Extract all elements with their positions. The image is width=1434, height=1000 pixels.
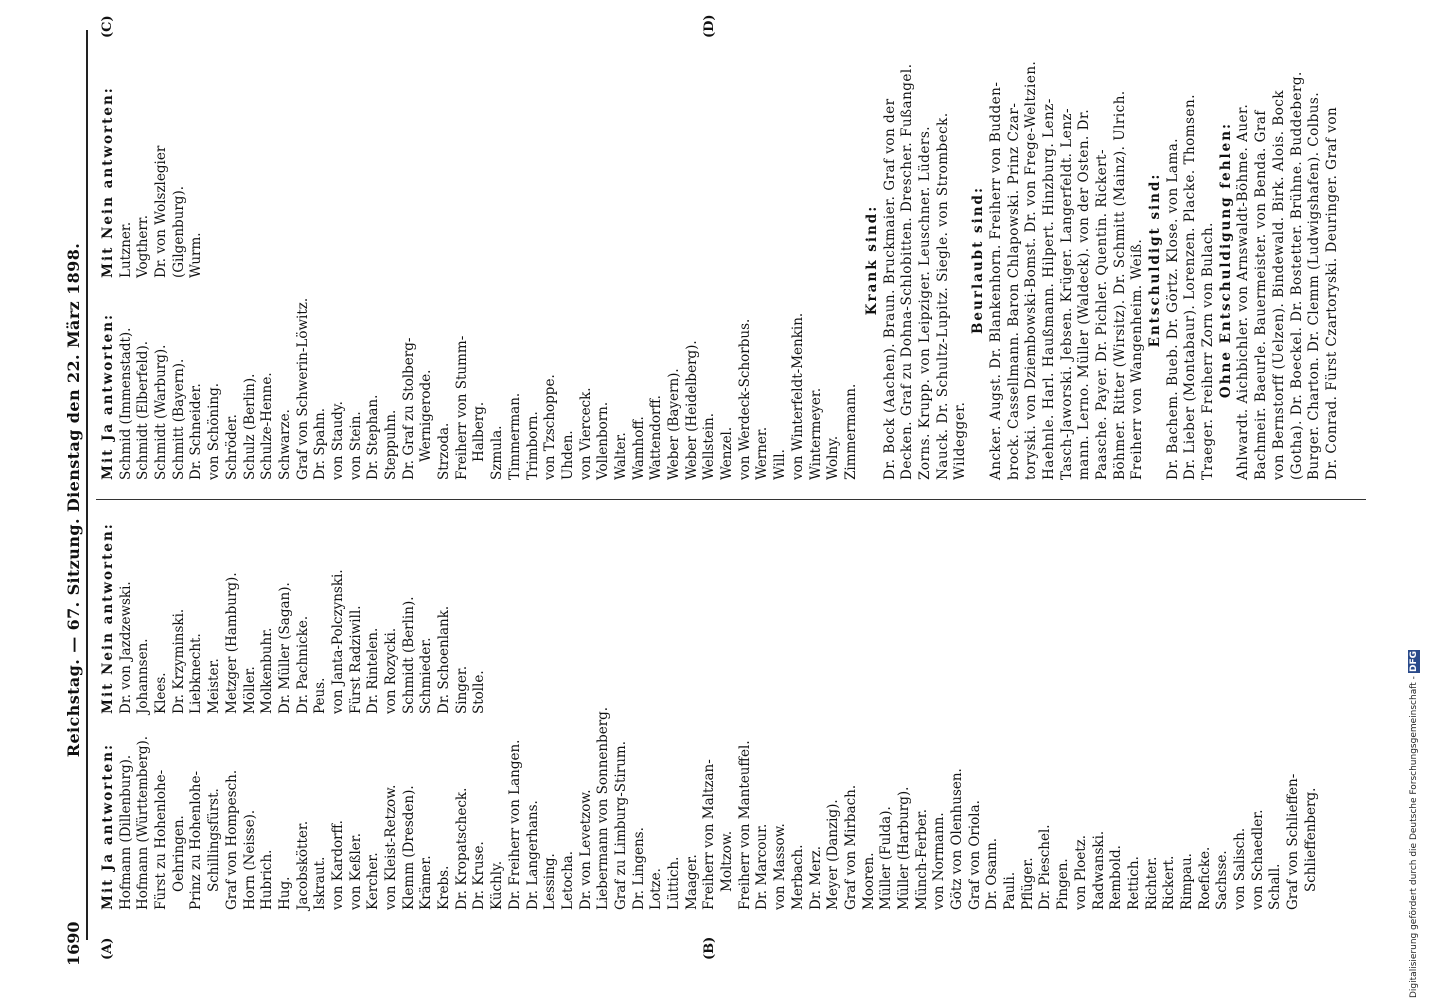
member-name: Dr. Kropatscheck. — [453, 787, 470, 910]
margin-marker-d: (D) — [702, 14, 717, 38]
dfg-logo: DFG — [1409, 651, 1419, 673]
margin-marker-b: (B) — [702, 936, 717, 960]
text-line: toryski. von Dziembowski-Bomst. Dr. von Frege-Weltzien. — [1023, 60, 1040, 480]
member-name: Graf von Oriola. — [966, 800, 983, 910]
member-name: Dr. von Jazdzewski. — [117, 581, 134, 714]
member-name: Timmerman. — [506, 392, 523, 480]
member-name: Freiherr von Manteuffel. — [736, 740, 753, 910]
member-name: von Werdeck-Schorbus. — [736, 318, 753, 480]
member-name: Hofmann (Dillenburg). — [117, 754, 134, 910]
member-name: Graf von Schlieffen- — [1285, 773, 1302, 910]
member-name: Wellstein. — [701, 412, 718, 480]
member-name: Prinz zu Hohenlohe- — [188, 770, 205, 910]
member-name: Küchly. — [489, 860, 506, 910]
member-name: Dr. Müller (Sagan). — [276, 582, 293, 714]
member-name: Schillingsfürst. — [206, 788, 223, 892]
member-name: von Normann. — [931, 812, 948, 910]
member-name: Graf von Hompesch. — [223, 769, 240, 910]
member-name: Dr. Rintelen. — [365, 627, 382, 714]
sick-list — [882, 40, 970, 480]
member-name: Graf zu Limburg-Stirum. — [612, 741, 629, 910]
member-name: Dr. Marcour. — [754, 823, 771, 910]
column-divider — [96, 499, 1366, 500]
member-name: Will. — [772, 449, 789, 480]
member-name: Schröder. — [223, 414, 240, 480]
leave-list — [988, 40, 1147, 480]
running-title: Reichstag. — 67. Sitzung. Dienstag den 22. März 1898. — [64, 242, 83, 758]
member-name: Dr. von Wolszlegier — [153, 145, 170, 278]
excused-heading: Entschuldigt sind: — [1147, 172, 1163, 348]
member-name: Johannsen. — [135, 638, 152, 714]
member-name: Schmieder. — [418, 637, 435, 714]
member-name: Wattendorff. — [648, 395, 665, 480]
member-name: Dr. Kruse. — [471, 841, 488, 910]
member-name: von Rozycki. — [383, 627, 399, 714]
right-yes-list — [118, 285, 861, 480]
member-name: Halberg. — [471, 401, 488, 462]
member-name: Dr. Spahn. — [312, 408, 329, 480]
member-name: Wurm. — [188, 232, 205, 278]
member-name: Dr. Merz. — [807, 845, 824, 910]
member-name: Dr. Graf zu Stolberg- — [400, 337, 417, 480]
member-name: Pflüger. — [1019, 857, 1036, 910]
member-name: Strzoda. — [436, 422, 453, 480]
excused-list — [1165, 40, 1218, 480]
member-name: Freiherr von Maltzan- — [701, 759, 718, 910]
member-name: Weber (Bayern). — [666, 368, 682, 480]
member-name: Hubrich. — [259, 849, 276, 910]
member-name: Kercher. — [365, 852, 382, 910]
text-line: Wildegger. — [952, 401, 969, 480]
text-line: Dr. Bachem. Bueb. Dr. Görtz. Klose. von Lama. — [1164, 137, 1181, 480]
member-name: Münch-Ferber. — [913, 809, 930, 910]
member-name: Rickert. — [1161, 855, 1178, 910]
text-line: Decken. Graf zu Dohna-Schlobitten. Drescher. Fußangel. — [899, 63, 916, 480]
member-name: von Kleist-Retzow. — [383, 784, 399, 910]
member-name: Weber (Heidelberg). — [683, 340, 700, 480]
member-name: Klees. — [153, 672, 170, 714]
member-name: Graf von Mirbach. — [842, 784, 859, 910]
text-line: Paasche. Payer. Dr. Pichler. Quentin. Rickert- — [1093, 148, 1110, 480]
member-name: Molkenbuhr. — [259, 627, 276, 714]
member-name: Metzger (Hamburg). — [223, 572, 240, 714]
member-name: Vogtherr. — [135, 214, 152, 278]
margin-marker-c: (C) — [100, 15, 115, 38]
member-name: (Gilgenburg). — [170, 185, 187, 278]
right-no-heading: Mit Nein antworten: — [100, 86, 116, 278]
member-name: Hug. — [276, 876, 293, 910]
member-name: Graf von Schwerin-Löwitz. — [294, 297, 311, 480]
member-name: Trimborn. — [524, 411, 541, 480]
member-name: Schwarze. — [276, 409, 293, 480]
member-name: Oehringen. — [170, 815, 187, 892]
member-name: Lüttich. — [666, 856, 682, 910]
member-name: Steppuhn. — [383, 409, 399, 480]
member-name: Schmid (Immenstadt). — [117, 327, 134, 480]
member-name: Müller (Fulda). — [878, 806, 895, 910]
member-name: Dr. Stephan. — [365, 394, 382, 480]
member-name: Schmidt (Berlin). — [400, 596, 417, 714]
text-line: Tasch-Jaworski. Jebsen. Krüger. Langerfeldt. Lenz- — [1058, 107, 1075, 480]
text-line: Böhmer. Ritter (Wirsitz). Dr. Schmitt (Mainz). Ulrich. — [1111, 90, 1128, 480]
member-name: Letocha. — [559, 850, 576, 910]
page-number: 1690 — [64, 921, 83, 966]
member-name: Dr. Langerhans. — [524, 800, 541, 910]
member-name: Fürst zu Hohenlohe- — [153, 769, 170, 910]
right-no-list — [118, 48, 206, 278]
member-name: Dr. Schoenlank. — [436, 605, 453, 714]
left-yes-column — [100, 706, 1320, 910]
member-name: Zimmermann. — [842, 383, 859, 480]
right-no-column — [100, 48, 206, 278]
member-name: Iskraut. — [312, 856, 329, 910]
member-name: Krämer. — [418, 855, 435, 910]
member-name: von Schaedler. — [1249, 809, 1266, 910]
text-line: von Bernstorff (Uelzen). Bindewald. Birk. Alois. Bock — [1270, 89, 1287, 480]
member-name: Jacobskötter. — [294, 820, 311, 910]
header-rule — [86, 30, 88, 940]
absent-heading: Ohne Entschuldigung fehlen: — [1217, 121, 1234, 399]
member-name: Pingen. — [1055, 858, 1072, 910]
member-name: Wenzel. — [719, 426, 736, 480]
text-line: Nauck. Dr. Schultz-Lupitz. Siegle. von Strombeck. — [934, 112, 951, 480]
member-name: Rimpau. — [1178, 853, 1195, 910]
member-name: von Stein. — [347, 411, 364, 480]
member-name: Peus. — [312, 677, 329, 714]
margin-marker-a: (A) — [100, 937, 115, 960]
member-name: Moltzow. — [719, 830, 736, 892]
member-name: Pauli. — [1002, 871, 1019, 910]
member-name: von Kardorff. — [329, 820, 346, 910]
member-name: Roeficke. — [1196, 846, 1213, 910]
member-name: Rembold. — [1108, 845, 1125, 910]
attendance-notes-block — [864, 40, 1342, 480]
member-name: Richter. — [1143, 856, 1160, 910]
member-name: Schulz (Berlin). — [241, 373, 258, 480]
digitization-stamp — [1408, 8, 1430, 998]
member-name: von Winterfeldt-Menkin. — [789, 312, 806, 480]
member-name: Lutzner. — [117, 221, 134, 278]
member-name: Rettich. — [1125, 856, 1142, 910]
member-name: Merbach. — [789, 844, 806, 910]
member-name: Sachsse. — [1214, 850, 1231, 910]
member-name: Mooren. — [860, 852, 877, 910]
member-name: Schlieffenberg. — [1302, 787, 1319, 892]
member-name: von Massow. — [772, 823, 789, 910]
member-name: Dr. Lingens. — [630, 827, 647, 910]
text-line: (Gotha). Dr. Boeckel. Dr. Bostetter. Brühne. Buddeberg. — [1288, 71, 1305, 480]
text-line: Haehnle. Harl. Haußmann. Hilpert. Hinzburg. Lenz- — [1040, 98, 1057, 480]
right-yes-heading: Mit Ja antworten: — [100, 312, 116, 480]
member-name: Lotze. — [648, 868, 665, 910]
sick-heading: Krank sind: — [864, 204, 880, 316]
member-name: Radwanski. — [1090, 830, 1107, 910]
member-name: von Vierceck. — [577, 387, 594, 480]
member-name: Meyer (Danzig). — [825, 799, 842, 910]
text-line: Burger. Charton. Dr. Clemm (Ludwigshafen). Colbus. — [1306, 91, 1323, 480]
member-name: Dr. Pachnicke. — [294, 615, 311, 714]
right-yes-column — [100, 285, 861, 480]
left-no-heading: Mit Nein antworten: — [100, 522, 116, 714]
text-line: Dr. Lieber (Montabaur). Lorenzen. Placke. Thomsen. — [1182, 94, 1199, 480]
member-name: Wolny. — [825, 435, 842, 480]
member-name: Krebs. — [436, 865, 453, 910]
member-name: Werner. — [754, 426, 771, 480]
member-name: Schmidt (Warburg). — [153, 344, 170, 480]
text-line: Ancker. Augst. Dr. Blankenhorn. Freiherr von Budden- — [987, 81, 1004, 480]
member-name: Wernigerode. — [418, 369, 435, 462]
member-name: Schulze-Henne. — [259, 372, 276, 480]
member-name: Maager. — [683, 854, 700, 910]
member-name: Meister. — [206, 658, 223, 714]
member-name: Hofmann (Württemberg). — [135, 735, 152, 910]
member-name: Liebermann von Sonnenberg. — [595, 706, 612, 910]
text-line: Bachmeir. Baeurle. Bauermeister. von Benda. Graf — [1253, 110, 1270, 480]
member-name: Schmitt (Bayern). — [170, 358, 187, 480]
member-name: Wintermeyer. — [807, 387, 824, 480]
member-name: Klemm (Dresden). — [400, 785, 417, 910]
member-name: von Tzschoppe. — [542, 374, 559, 480]
member-name: Dr. von Levetzow. — [577, 789, 594, 910]
text-line: Zorns. Krupp. von Leipziger. Leuschner. Lüders. — [917, 125, 934, 480]
member-name: Müller (Harburg). — [895, 786, 912, 910]
member-name: Fürst Radziwill. — [347, 605, 364, 714]
member-name: Vollenborn. — [595, 401, 612, 480]
left-no-column — [100, 509, 489, 714]
stamp-text: Digitalisierung gefördert durch die Deutsche Forschungsgemeinschaft - — [1409, 676, 1419, 998]
member-name: von Ploetz. — [1072, 834, 1089, 910]
text-line: Dr. Bock (Aachen). Braun. Bruckmaier. Graf von der — [881, 98, 898, 480]
text-line: Dr. Conrad. Fürst Czartoryski. Deuringer. Graf von — [1323, 106, 1340, 480]
member-name: von Staudy. — [329, 401, 346, 480]
member-name: von Schöning. — [206, 382, 223, 480]
member-name: Möller. — [241, 666, 258, 714]
member-name: von Keßler. — [347, 832, 364, 910]
text-line: Ahlwardt. Aichbichler. von Arnswaldt-Böhme. Auer. — [1235, 103, 1252, 480]
left-no-list — [118, 509, 489, 714]
member-name: Szmula. — [489, 425, 506, 480]
left-yes-list — [117, 706, 1321, 910]
member-name: Stolle. — [471, 670, 488, 714]
text-line: Traeger. Freiherr Zorn von Bulach. — [1200, 222, 1217, 480]
member-name: von Salisch. — [1232, 827, 1248, 910]
member-name: Freiherr von Stumm- — [453, 335, 470, 480]
member-name: von Janta-Polczynski. — [329, 569, 346, 714]
member-name: Horn (Neisse). — [241, 809, 258, 910]
leave-heading: Beurlaubt sind: — [970, 186, 987, 334]
member-name: Liebknecht. — [188, 633, 205, 714]
member-name: Uhden. — [559, 430, 576, 480]
member-name: Dr. Freiherr von Langen. — [506, 739, 523, 910]
text-line: mann. Lerno. Müller (Waldeck). von der Osten. Dr. — [1076, 108, 1093, 480]
member-name: Dr. Schneider. — [188, 383, 205, 480]
member-name: Dr. Osann. — [984, 837, 1001, 910]
member-name: Schmidt (Elberfeld). — [135, 340, 152, 480]
absent-list — [1235, 40, 1341, 480]
text-line: Freiherr von Wangenheim. Weiß. — [1129, 238, 1146, 480]
member-name: Walter. — [612, 432, 629, 480]
member-name: Schall. — [1267, 863, 1284, 910]
member-name: Wamhoff. — [630, 416, 647, 480]
member-name: Dr. Krzyminski. — [170, 608, 187, 714]
member-name: Singer. — [453, 665, 470, 714]
member-name: Lessing. — [542, 853, 559, 910]
member-name: Götz von Olenhusen. — [949, 768, 965, 910]
member-name: Dr. Pieschel. — [1037, 824, 1054, 910]
text-line: brock. Cassellmann. Baron Chlapowski. Prinz Czar- — [1005, 102, 1022, 480]
left-yes-heading: Mit Ja antworten: — [100, 742, 116, 910]
